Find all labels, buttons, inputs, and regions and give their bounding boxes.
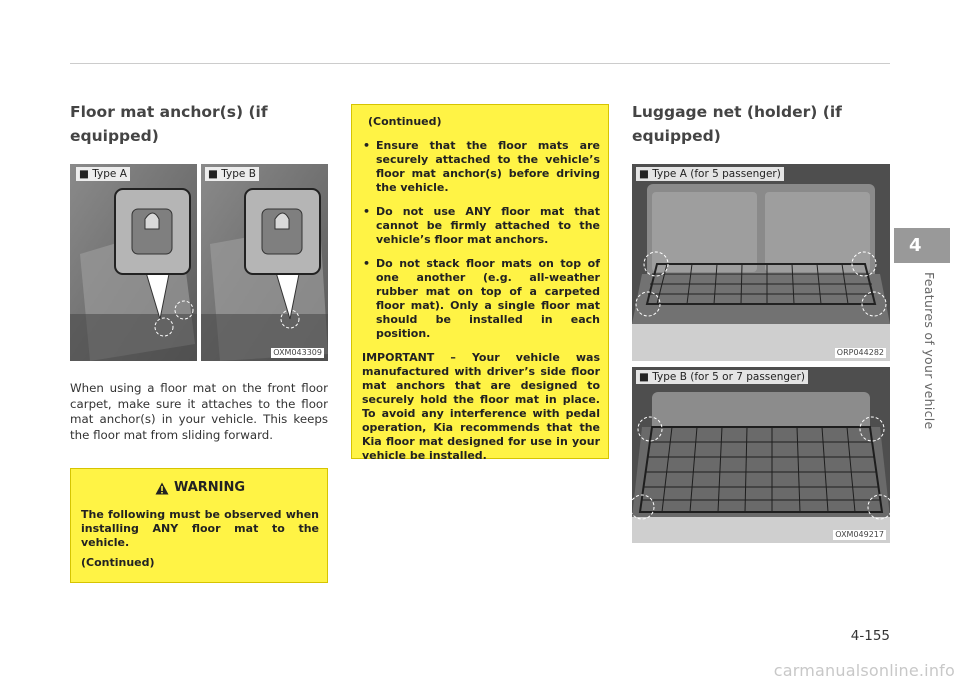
luggage-net-column <box>632 100 890 543</box>
warning-text: The following must be observed when installing ANY floor mat to the vehicle. <box>81 508 319 550</box>
figure-code: OXM043309 <box>273 348 322 357</box>
chapter-title: Features of your vehicle <box>922 272 937 430</box>
figure-label-type-a: ■ Type A <box>76 167 130 181</box>
floor-mat-column <box>70 100 328 583</box>
figure-label-type-a: ■ Type A (for 5 passenger) <box>636 167 784 181</box>
warning-bullets <box>362 139 600 341</box>
figure-code: OXM049217 <box>835 530 884 539</box>
luggage-net-illustration-b <box>632 367 890 543</box>
figure-code: ORP044282 <box>836 348 884 357</box>
luggage-figure-type-b <box>632 367 890 543</box>
luggage-net-heading: Luggage net (holder) (if equipped) <box>632 103 842 145</box>
luggage-figure-type-a <box>632 164 890 361</box>
warning-bullet: • Ensure that the floor mats are securely attached to the vehicle’s floor mat anchor(s) before driving the vehicle. <box>362 139 600 195</box>
figure-label-type-b: ■ Type B <box>205 167 259 181</box>
warning-title: WARNING <box>81 481 319 495</box>
figure-label-type-b: ■ Type B (for 5 or 7 passenger) <box>636 370 808 384</box>
floor-mat-illustration <box>70 164 328 361</box>
luggage-net-illustration-a <box>632 164 890 361</box>
warning-bullet: • Do not stack floor mats on top of one another (e.g. all-weather rubber mat on top of a carpeted floor mat). Only a single floor mat should be installed in each position. <box>362 257 600 341</box>
chapter-tab: 4 <box>894 228 950 263</box>
floor-mat-heading: Floor mat anchor(s) (if equipped) <box>70 103 268 145</box>
warning-continued: (Continued) <box>81 556 155 570</box>
page-number: 4-155 <box>850 628 890 644</box>
warning-box <box>70 468 328 583</box>
top-rule <box>70 63 890 64</box>
warning-bullet: • Do not use ANY floor mat that cannot be firmly attached to the vehicle’s floor mat anchors. <box>362 205 600 247</box>
floor-mat-body: When using a floor mat on the front floor carpet, make sure it attaches to the floor mat anchor(s) in your vehicle. This keeps the floor mat from sliding forward. <box>70 381 328 442</box>
continued-warning-box <box>351 104 609 462</box>
warning-triangle-icon <box>155 482 169 495</box>
floor-mat-figure <box>70 164 328 361</box>
continued-label: (Continued) <box>368 115 442 128</box>
watermark: carmanualsonline.info <box>773 661 955 680</box>
important-note: IMPORTANT – Your vehicle was manufactured with driver’s side floor mat anchors that are designed to securely hold the floor mat in place. To avoid any interference with pedal operation, Kia recommends that the Kia floor mat designed for use in your vehicle be installed. <box>362 351 600 462</box>
